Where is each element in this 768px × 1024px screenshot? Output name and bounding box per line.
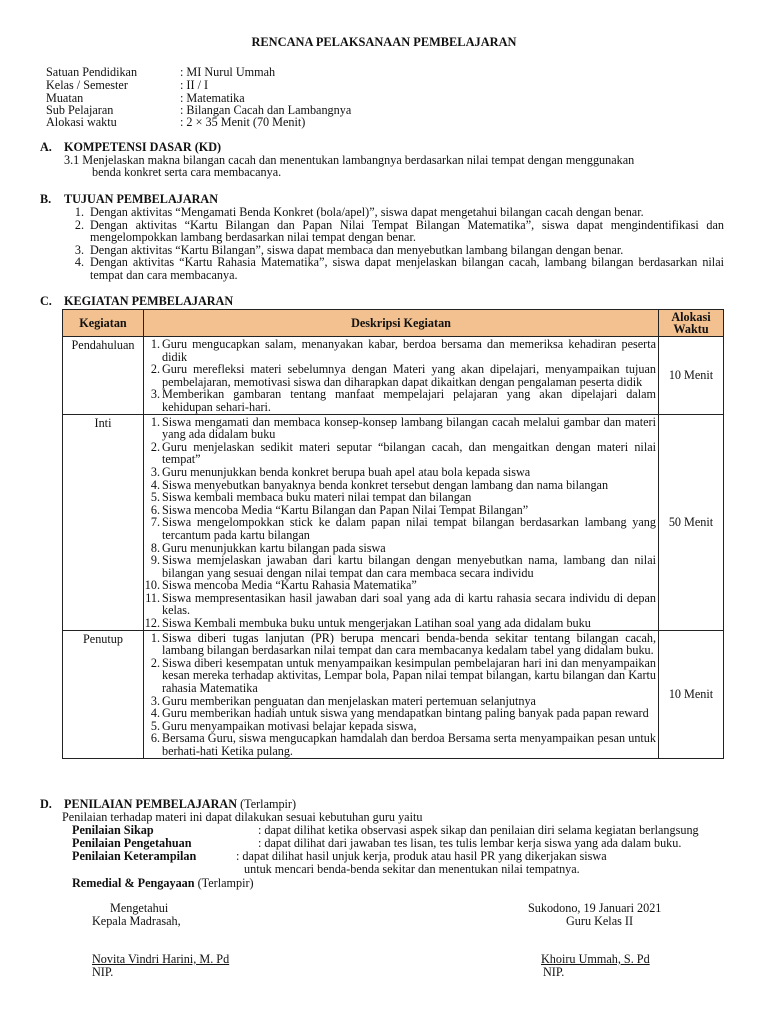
list-item bbox=[144, 732, 658, 757]
deskripsi-cell bbox=[144, 630, 659, 758]
penilaian-keterampilan-row bbox=[72, 850, 607, 863]
list-item bbox=[144, 388, 658, 413]
penilaian-pengetahuan-text: : dapat dilihat dari jawaban tes lisan, tes tulis lembar kerja siswa yang ada dalam buku. bbox=[258, 836, 682, 850]
section-d-heading bbox=[40, 798, 296, 811]
sig-right-line1: Sukodono, 19 Januari 2021 bbox=[528, 901, 662, 915]
item-text: Guru memberikan penguatan dan menjelaskan materi pertemuan selanjutnya bbox=[162, 693, 536, 708]
table-header-row bbox=[63, 310, 724, 337]
sig-left-line1: Mengetahui bbox=[110, 901, 169, 915]
header-alokasi bbox=[659, 310, 724, 337]
section-c-heading bbox=[40, 295, 233, 308]
table-row bbox=[63, 337, 724, 415]
sig-right-name: Khoiru Ummah, S. Pd bbox=[541, 952, 650, 966]
item-text: Guru memberikan hadiah untuk siswa yang mendapatkan bintang paling banyak pada papan reward bbox=[162, 706, 649, 721]
kegiatan-cell: Inti bbox=[63, 414, 144, 630]
item-number: 4. bbox=[150, 706, 160, 721]
penilaian-pengetahuan-row bbox=[72, 837, 681, 850]
deskripsi-cell bbox=[144, 414, 659, 630]
section-b-heading bbox=[40, 193, 218, 206]
item-number: 11. bbox=[145, 590, 160, 605]
item-text: Memberikan gambaran tentang manfaat mempelajari pelajaran yang akan dipelajari dalam kehidupan sehari-hari. bbox=[162, 387, 656, 414]
section-title: KOMPETENSI DASAR (KD) bbox=[64, 140, 222, 154]
item-number: 1. bbox=[74, 205, 84, 219]
item-number: 2. bbox=[74, 217, 84, 232]
item-text: Guru merefleksi materi sebelumnya dengan Materi yang akan dipelajari, menyampaikan tujuan pembelajaran, memotivasi siswa dan diharapkan dapat dikaitkan dengan pengalaman peserta didik bbox=[162, 362, 656, 389]
remedial-label: Remedial & Pengayaan bbox=[72, 876, 195, 890]
list-item bbox=[144, 617, 658, 630]
list-item bbox=[144, 554, 658, 579]
section-title: TUJUAN PEMBELAJARAN bbox=[64, 192, 219, 206]
identity-label: Muatan bbox=[46, 91, 84, 105]
item-number: 1. bbox=[150, 414, 160, 429]
list-item bbox=[144, 657, 658, 695]
list-item bbox=[144, 632, 658, 657]
kd-line-2: benda konkret serta cara membacanya. bbox=[92, 165, 282, 179]
identity-value: : Matematika bbox=[180, 91, 245, 105]
section-letter: D. bbox=[40, 797, 52, 811]
table-row bbox=[63, 414, 724, 630]
list-item bbox=[144, 338, 658, 363]
item-text: Guru menunjukkan benda konkret berupa buah apel atau bola kepada siswa bbox=[162, 464, 531, 479]
tujuan-list bbox=[64, 206, 724, 282]
item-text: Siswa kembali membaca buku materi nilai tempat dan bilangan bbox=[162, 490, 472, 505]
list-item bbox=[144, 441, 658, 466]
list-item bbox=[144, 592, 658, 617]
remedial-row bbox=[72, 877, 254, 890]
sig-left-line2: Kepala Madrasah, bbox=[92, 914, 181, 928]
item-text: Siswa mengelompokkan stick ke dalam papan nilai tempat bilangan berdasarkan lambang yang tercantum pada kartu bilangan bbox=[162, 515, 656, 542]
document-title: RENCANA PELAKSANAAN PEMBELAJARAN bbox=[251, 35, 517, 49]
item-number: 1. bbox=[150, 630, 160, 645]
item-text: Siswa diberi kesempatan untuk menyampaikan kesimpulan pembelajaran hari ini dan menyampaikan kesan mereka terhadap aktivitas, Lempar bola, Papan nilai tempat bilangan, kartu bilangan dan Kartu rahasia Matematika bbox=[162, 655, 656, 696]
identity-label: Alokasi waktu bbox=[46, 115, 117, 129]
table-row bbox=[63, 630, 724, 758]
section-letter: B. bbox=[40, 192, 52, 206]
sig-right-nip: NIP. bbox=[543, 965, 565, 979]
item-number: 2. bbox=[150, 362, 160, 377]
section-letter: C. bbox=[40, 294, 52, 308]
item-number: 8. bbox=[150, 540, 160, 555]
item-number: 1. bbox=[150, 337, 160, 351]
kegiatan-cell: Pendahuluan bbox=[63, 337, 144, 415]
identity-label: Kelas / Semester bbox=[46, 78, 128, 92]
penilaian-pengetahuan-label: Penilaian Pengetahuan bbox=[72, 836, 192, 850]
section-title-suffix: (Terlampir) bbox=[240, 797, 297, 811]
penilaian-sikap-label: Penilaian Sikap bbox=[72, 823, 154, 837]
identity-value: : Bilangan Cacah dan Lambangnya bbox=[180, 103, 352, 117]
item-text: Siswa memjelaskan jawaban dari kartu bilangan dengan menyebutkan nama, lambang dan nilai bilangan yang sesuai dengan nilai tempat dan cara membaca secara individu bbox=[162, 553, 656, 580]
item-text: Dengan aktivitas “Kartu Bilangan”, siswa dapat membaca dan menyebutkan lambang bilangan dengan benar. bbox=[90, 242, 624, 257]
list-item bbox=[144, 516, 658, 541]
section-letter: A. bbox=[40, 140, 52, 154]
item-text: Dengan aktivitas “Kartu Rahasia Matematika”, siswa dapat menjelaskan bilangan cacah, lambang bilangan berdasarkan nilai tempat dan cara membacanya. bbox=[90, 255, 724, 282]
item-number: 12. bbox=[144, 616, 160, 631]
item-text: Siswa mencoba Media “Kartu Rahasia Matematika” bbox=[162, 578, 417, 593]
item-text: Siswa menyebutkan banyaknya benda konkret tersebut dengan lambang dan nama bilangan bbox=[162, 477, 609, 492]
penilaian-intro: Penilaian terhadap materi ini dapat dilakukan sesuai kebutuhan guru yaitu bbox=[62, 810, 423, 824]
item-number: 5. bbox=[150, 718, 160, 733]
item-number: 5. bbox=[150, 490, 160, 505]
section-title: KEGIATAN PEMBELAJARAN bbox=[64, 294, 234, 308]
waktu-cell: 50 Menit bbox=[659, 414, 724, 630]
kd-line-1: 3.1 Menjelaskan makna bilangan cacah dan menentukan lambangnya berdasarkan nilai tempat dengan menggunakan bbox=[64, 153, 635, 167]
remedial-suffix: (Terlampir) bbox=[197, 876, 254, 890]
item-number: 6. bbox=[150, 502, 160, 517]
item-number: 2. bbox=[150, 655, 160, 670]
item-number: 3. bbox=[150, 387, 160, 402]
list-item bbox=[144, 416, 658, 441]
section-a-heading bbox=[40, 141, 221, 154]
item-text: Guru mengucapkan salam, menanyakan kabar, berdoa bersama dan memeriksa kehadiran peserta didik bbox=[162, 337, 656, 364]
list-item bbox=[64, 256, 724, 281]
item-number: 9. bbox=[150, 553, 160, 568]
identity-value: : II / I bbox=[180, 78, 209, 92]
header-deskripsi: Deskripsi Kegiatan bbox=[144, 310, 659, 337]
penilaian-sikap-text: : dapat dilihat ketika observasi aspek sikap dan penilaian diri selama kegiatan berlangsung bbox=[258, 823, 699, 837]
penilaian-keterampilan-text-2: untuk mencari benda-benda sekitar dan menentukan nilai tempatnya. bbox=[244, 862, 580, 876]
header-kegiatan: Kegiatan bbox=[63, 310, 144, 337]
item-number: 3. bbox=[150, 464, 160, 479]
deskripsi-cell bbox=[144, 337, 659, 415]
waktu-cell: 10 Menit bbox=[659, 337, 724, 415]
item-number: 4. bbox=[150, 477, 160, 492]
item-number: 2. bbox=[150, 439, 160, 454]
item-number: 6. bbox=[150, 731, 160, 746]
header-alokasi-text: Alokasi Waktu bbox=[671, 310, 711, 336]
item-text: Siswa mengamati dan membaca konsep-konsep lambang bilangan cacah melalui gambar dan materi yang ada didalam buku bbox=[162, 414, 656, 442]
item-number: 3. bbox=[74, 242, 84, 257]
kegiatan-table bbox=[62, 309, 724, 759]
penilaian-keterampilan-text: : dapat dilihat hasil unjuk kerja, produk atau hasil PR yang dikerjakan siswa bbox=[236, 849, 607, 863]
item-number: 7. bbox=[150, 515, 160, 530]
item-number: 3. bbox=[150, 693, 160, 708]
item-text: Guru menjelaskan sedikit materi seputar “bilangan cacah, dan mengaitkan dengan materi nilai tempat” bbox=[162, 439, 656, 467]
sig-right-line2: Guru Kelas II bbox=[566, 914, 634, 928]
penilaian-sikap-row bbox=[72, 824, 699, 837]
waktu-cell: 10 Menit bbox=[659, 630, 724, 758]
item-text: Siswa mempresentasikan hasil jawaban dari soal yang ada di kartu rahasia secara individu di depan kelas. bbox=[162, 590, 656, 618]
section-title: PENILAIAN PEMBELAJARAN bbox=[64, 797, 238, 811]
penilaian-keterampilan-label: Penilaian Keterampilan bbox=[72, 849, 197, 863]
sig-left-name: Novita Vindri Harini, M. Pd bbox=[92, 952, 230, 966]
item-text: Guru menunjukkan kartu bilangan pada siswa bbox=[162, 540, 386, 555]
item-text: Dengan aktivitas “Kartu Bilangan dan Papan Nilai Tempat Bilangan Matematika”, siswa dapat mengindentifikasi dan mengelompokkan lambang berdasarkan nilai tempat dengan benar. bbox=[90, 217, 724, 245]
item-text: Bersama Guru, siswa mengucapkan hamdalah dan berdoa Bersama serta menyampaikan pesan untuk berhati-hati Ketika pulang. bbox=[162, 731, 656, 758]
identity-label: Sub Pelajaran bbox=[46, 103, 114, 117]
item-text: Siswa mencoba Media “Kartu Bilangan dan Papan Nilai Tempat Bilangan” bbox=[162, 502, 529, 517]
list-item bbox=[64, 219, 724, 244]
item-text: Siswa Kembali membuka buku untuk mengerjakan Latihan soal yang ada didalam buku bbox=[162, 616, 591, 631]
item-number: 10. bbox=[144, 578, 160, 593]
item-text: Dengan aktivitas “Mengamati Benda Konkret (bola/apel)”, siswa dapat mengetahui bilangan cacah dengan benar. bbox=[90, 205, 644, 219]
item-text: Guru menyampaikan motivasi belajar kepada siswa, bbox=[162, 718, 417, 733]
identity-value: : MI Nurul Ummah bbox=[180, 65, 276, 79]
identity-value: : 2 × 35 Menit (70 Menit) bbox=[180, 115, 306, 129]
kegiatan-cell: Penutup bbox=[63, 630, 144, 758]
item-number: 4. bbox=[74, 255, 84, 270]
list-item bbox=[144, 363, 658, 388]
item-text: Siswa diberi tugas lanjutan (PR) berupa mencari benda-benda sekitar tentang bilangan cacah, lambang bilangan berdasarkan nilai tempat dan cara membacanya kedalam tabel yang didalam buku. bbox=[162, 630, 656, 658]
identity-label: Satuan Pendidikan bbox=[46, 65, 138, 79]
sig-left-nip: NIP. bbox=[92, 965, 114, 979]
